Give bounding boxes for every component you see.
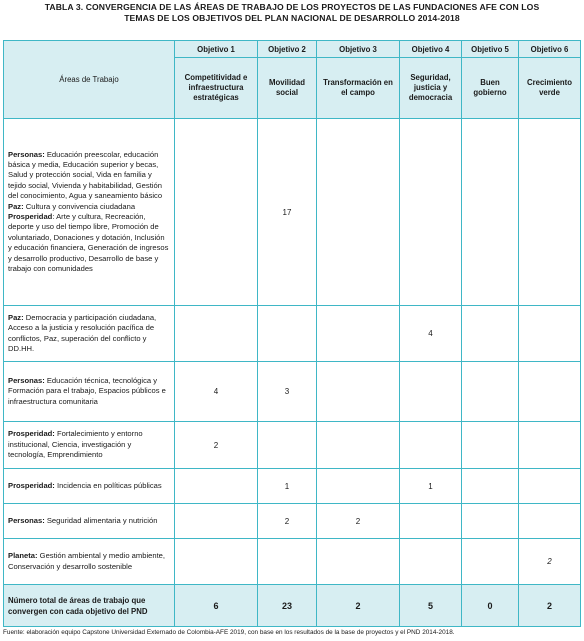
value-cell-objective-5	[462, 362, 519, 422]
header-objective-5: Objetivo 5	[462, 41, 519, 58]
total-value-objective-3: 2	[317, 585, 400, 627]
value-cell-objective-1	[175, 469, 258, 504]
area-category-label: Prosperidad	[8, 212, 53, 221]
value-cell-objective-4	[400, 539, 462, 585]
header-objective-1-name: Competitividad e infraestructura estratégicas	[175, 58, 258, 119]
area-cell	[4, 539, 175, 585]
area-topics-text: Educación técnica, tecnológica y Formación para el trabajo, Espacios públicos e infraestructura comunitaria	[8, 375, 166, 406]
value-cell-objective-2	[258, 422, 317, 469]
value-cell-objective-1	[175, 504, 258, 539]
total-value-objective-6: 2	[519, 585, 581, 627]
header-objective-1: Objetivo 1	[175, 41, 258, 58]
area-paragraph	[8, 429, 170, 460]
value-cell-objective-6	[519, 306, 581, 362]
value-cell-objective-1: 2	[175, 422, 258, 469]
value-cell-objective-2: 1	[258, 469, 317, 504]
header-objective-3: Objetivo 3	[317, 41, 400, 58]
value-cell-objective-4: 1	[400, 469, 462, 504]
table-row	[4, 539, 581, 585]
total-value-objective-5: 0	[462, 585, 519, 627]
value-cell-objective-5	[462, 119, 519, 306]
value-cell-objective-1	[175, 306, 258, 362]
value-cell-objective-6	[519, 362, 581, 422]
value-cell-objective-2	[258, 539, 317, 585]
value-cell-objective-5	[462, 539, 519, 585]
area-paragraph	[8, 551, 170, 572]
value-cell-objective-2: 3	[258, 362, 317, 422]
area-cell	[4, 422, 175, 469]
table-row	[4, 504, 581, 539]
value-cell-objective-4	[400, 119, 462, 306]
value-cell-objective-6	[519, 504, 581, 539]
area-paragraph	[8, 212, 170, 274]
total-label: Número total de áreas de trabajo que convergen con cada objetivo del PND	[4, 585, 175, 627]
value-cell-objective-1	[175, 539, 258, 585]
area-paragraph	[8, 516, 170, 526]
value-cell-objective-4: 4	[400, 306, 462, 362]
table-row	[4, 362, 581, 422]
header-objective-4: Objetivo 4	[400, 41, 462, 58]
value-cell-objective-6	[519, 422, 581, 469]
value-cell-objective-4	[400, 362, 462, 422]
header-objective-3-name: Transformación en el campo	[317, 58, 400, 119]
value-cell-objective-5	[462, 306, 519, 362]
area-topics-text: Cultura y convivencia ciudadana	[23, 201, 136, 211]
area-category-label: Prosperidad:	[8, 429, 55, 439]
area-paragraph	[8, 150, 170, 202]
value-cell-objective-3	[317, 539, 400, 585]
table-row	[4, 469, 581, 504]
area-category-label: Paz:	[8, 201, 24, 211]
area-cell	[4, 119, 175, 306]
header-objective-6-name: Crecimiento verde	[519, 58, 581, 119]
area-topics-text: Democracia y participación ciudadana, Acceso a la justicia y resolución pacífica de conflictos, Paz, superación del conflicto y DD.HH.	[8, 312, 157, 353]
table-title-line-1: TABLA 3. CONVERGENCIA DE LAS ÁREAS DE TRABAJO DE LOS PROYECTOS DE LAS FUNDACIONES AFE CON LOS	[44, 2, 540, 12]
area-topics-text: : Arte y cultura, Recreación, deporte y uso del tiempo libre, Promoción de voluntariado, Donaciones y dotación, Inclusión y educación financiera, Generación de ingresos y desarrollo productivo, Desarrollo de base y trabajo con comunidades	[8, 212, 169, 274]
value-cell-objective-6	[519, 469, 581, 504]
value-cell-objective-2	[258, 306, 317, 362]
value-cell-objective-2: 17	[258, 119, 317, 306]
table-row	[4, 422, 581, 469]
value-cell-objective-3	[317, 306, 400, 362]
value-cell-objective-5	[462, 504, 519, 539]
value-cell-objective-5	[462, 469, 519, 504]
area-cell	[4, 362, 175, 422]
header-areas-de-trabajo: Áreas de Trabajo	[4, 41, 175, 119]
total-row	[4, 585, 581, 627]
total-value-objective-4: 5	[400, 585, 462, 627]
area-paragraph	[8, 202, 170, 212]
value-cell-objective-4	[400, 422, 462, 469]
area-category-label: Personas:	[8, 515, 45, 525]
value-cell-objective-3	[317, 469, 400, 504]
value-cell-objective-1	[175, 119, 258, 306]
area-cell	[4, 469, 175, 504]
value-cell-objective-2: 2	[258, 504, 317, 539]
table-title	[0, 2, 584, 24]
header-row-objectives	[4, 41, 581, 58]
source-note: Fuente: elaboración equipo Capstone Universidad Externado de Colombia-AFE 2019, con base en los resultados de la base de proyectos y el PND 2014-2018.	[3, 629, 455, 636]
header-objective-4-name: Seguridad, justicia y democracia	[400, 58, 462, 119]
area-cell	[4, 504, 175, 539]
area-topics-text: Gestión ambiental y medio ambiente, Conservación y desarrollo sostenible	[8, 551, 166, 571]
value-cell-objective-3: 2	[317, 504, 400, 539]
table-row	[4, 119, 581, 306]
area-topics-text: Fortalecimiento y entorno institucional, Ciencia, investigación y tecnología, Emprendimiento	[8, 429, 143, 460]
header-objective-2-name: Movilidad social	[258, 58, 317, 119]
total-value-objective-1: 6	[175, 585, 258, 627]
table-row	[4, 306, 581, 362]
value-cell-objective-1: 4	[175, 362, 258, 422]
total-value-objective-2: 23	[258, 585, 317, 627]
value-cell-objective-3	[317, 422, 400, 469]
area-cell	[4, 306, 175, 362]
value-cell-objective-6	[519, 119, 581, 306]
value-cell-objective-6: 2	[519, 539, 581, 585]
value-cell-objective-4	[400, 504, 462, 539]
header-objective-5-name: Buen gobierno	[462, 58, 519, 119]
area-category-label: Personas:	[8, 149, 45, 159]
area-category-label: Planeta:	[8, 551, 38, 561]
header-objective-2: Objetivo 2	[258, 41, 317, 58]
area-paragraph	[8, 313, 170, 355]
area-topics-text: Seguridad alimentaria y nutrición	[44, 515, 158, 525]
value-cell-objective-3	[317, 362, 400, 422]
area-category-label: Personas:	[8, 375, 45, 385]
area-paragraph	[8, 481, 170, 491]
value-cell-objective-5	[462, 422, 519, 469]
table-title-line-2: TEMAS DE LOS OBJETIVOS DEL PLAN NACIONAL DE DESARROLLO 2014-2018	[124, 13, 460, 23]
value-cell-objective-3	[317, 119, 400, 306]
area-category-label: Paz:	[8, 312, 24, 322]
area-category-label: Prosperidad:	[8, 480, 55, 490]
area-topics-text: Incidencia en políticas públicas	[54, 480, 162, 490]
area-paragraph	[8, 376, 170, 407]
header-objective-6: Objetivo 6	[519, 41, 581, 58]
area-topics-text: Educación preescolar, educación básica y media, Educación superior y becas, Salud y protección social, Vida en familia y tejido social, Vivienda y habitabilidad, Gestión del conocimiento, Agua y saneamiento básico	[8, 149, 163, 201]
convergence-table	[3, 40, 581, 627]
